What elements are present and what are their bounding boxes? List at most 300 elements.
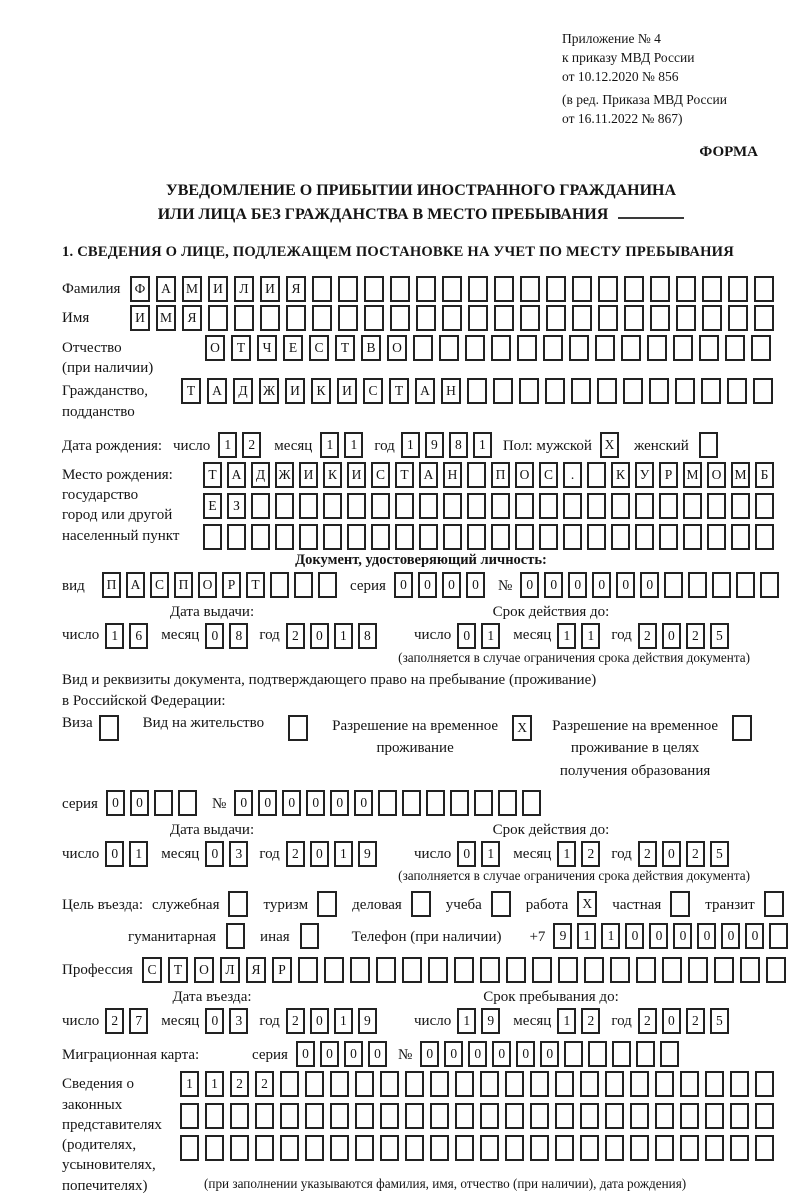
char-box[interactable]: [520, 305, 540, 331]
char-box[interactable]: Т: [335, 335, 355, 361]
char-box[interactable]: [769, 923, 788, 949]
char-box[interactable]: М: [182, 276, 202, 302]
char-box[interactable]: [480, 1071, 499, 1097]
char-box[interactable]: [673, 335, 693, 361]
char-box[interactable]: Я: [286, 276, 306, 302]
char-box[interactable]: [390, 305, 410, 331]
char-box[interactable]: 0: [420, 1041, 439, 1067]
stay-until-year-boxes[interactable]: [638, 1008, 734, 1034]
char-box[interactable]: [419, 493, 438, 519]
char-box[interactable]: З: [227, 493, 246, 519]
char-box[interactable]: [530, 1103, 549, 1129]
char-box[interactable]: 0: [625, 923, 644, 949]
char-box[interactable]: [621, 335, 641, 361]
char-box[interactable]: [766, 957, 786, 983]
char-box[interactable]: 0: [282, 790, 301, 816]
char-box[interactable]: [563, 524, 582, 550]
char-box[interactable]: [730, 1103, 749, 1129]
char-box[interactable]: [416, 305, 436, 331]
char-box[interactable]: 0: [344, 1041, 363, 1067]
char-box[interactable]: [178, 790, 197, 816]
char-box[interactable]: [754, 276, 774, 302]
char-box[interactable]: И: [260, 276, 280, 302]
char-box[interactable]: 1: [457, 1008, 476, 1034]
char-box[interactable]: [323, 493, 342, 519]
char-box[interactable]: И: [130, 305, 150, 331]
char-box[interactable]: [705, 1103, 724, 1129]
char-box[interactable]: [491, 493, 510, 519]
permit-issue-year-boxes[interactable]: [286, 841, 382, 867]
char-box[interactable]: О: [515, 462, 534, 488]
char-box[interactable]: Р: [659, 462, 678, 488]
char-box[interactable]: [555, 1103, 574, 1129]
char-box[interactable]: А: [415, 378, 435, 404]
char-box[interactable]: [180, 1103, 199, 1129]
char-box[interactable]: [286, 305, 306, 331]
char-box[interactable]: [655, 1103, 674, 1129]
char-box[interactable]: К: [323, 462, 342, 488]
char-box[interactable]: 0: [330, 790, 349, 816]
char-box[interactable]: [442, 276, 462, 302]
char-box[interactable]: [378, 790, 397, 816]
char-box[interactable]: [520, 276, 540, 302]
char-box[interactable]: 1: [577, 923, 596, 949]
char-box[interactable]: О: [194, 957, 214, 983]
char-box[interactable]: 0: [544, 572, 563, 598]
char-box[interactable]: 8: [449, 432, 468, 458]
char-box[interactable]: [680, 1135, 699, 1161]
char-box[interactable]: [505, 1135, 524, 1161]
char-box[interactable]: [731, 524, 750, 550]
char-box[interactable]: 6: [129, 623, 148, 649]
char-box[interactable]: 1: [401, 432, 420, 458]
profession-boxes[interactable]: [142, 957, 792, 983]
guardians-boxes-line1[interactable]: [180, 1071, 780, 1097]
char-box[interactable]: [630, 1135, 649, 1161]
char-box[interactable]: [380, 1135, 399, 1161]
char-box[interactable]: И: [347, 462, 366, 488]
char-box[interactable]: [180, 1135, 199, 1161]
char-box[interactable]: [275, 493, 294, 519]
char-box[interactable]: [580, 1103, 599, 1129]
char-box[interactable]: [571, 378, 591, 404]
char-box[interactable]: [728, 305, 748, 331]
char-box[interactable]: [736, 572, 755, 598]
char-box[interactable]: [454, 957, 474, 983]
char-box[interactable]: Ж: [259, 378, 279, 404]
char-box[interactable]: [555, 1071, 574, 1097]
char-box[interactable]: [701, 378, 721, 404]
char-box[interactable]: [530, 1071, 549, 1097]
residence-permit-checkbox[interactable]: [288, 715, 308, 741]
char-box[interactable]: 2: [286, 1008, 305, 1034]
char-box[interactable]: [740, 957, 760, 983]
char-box[interactable]: [450, 790, 469, 816]
purpose-business-checkbox[interactable]: [228, 891, 248, 917]
char-box[interactable]: 2: [242, 432, 261, 458]
char-box[interactable]: [455, 1135, 474, 1161]
char-box[interactable]: 3: [229, 1008, 248, 1034]
char-box[interactable]: [558, 957, 578, 983]
birth-place-boxes-line3[interactable]: [203, 524, 779, 550]
char-box[interactable]: [491, 524, 510, 550]
char-box[interactable]: 0: [234, 790, 253, 816]
char-box[interactable]: 9: [358, 1008, 377, 1034]
char-box[interactable]: [705, 1071, 724, 1097]
char-box[interactable]: Е: [283, 335, 303, 361]
char-box[interactable]: 0: [130, 790, 149, 816]
char-box[interactable]: [727, 378, 747, 404]
char-box[interactable]: [675, 378, 695, 404]
char-box[interactable]: [498, 790, 517, 816]
char-box[interactable]: [751, 335, 771, 361]
char-box[interactable]: [294, 572, 313, 598]
char-box[interactable]: 2: [105, 1008, 124, 1034]
char-box[interactable]: [330, 1071, 349, 1097]
char-box[interactable]: Я: [246, 957, 266, 983]
char-box[interactable]: [230, 1135, 249, 1161]
char-box[interactable]: 5: [710, 1008, 729, 1034]
char-box[interactable]: 0: [258, 790, 277, 816]
char-box[interactable]: [395, 493, 414, 519]
char-box[interactable]: [494, 305, 514, 331]
char-box[interactable]: И: [208, 276, 228, 302]
char-box[interactable]: 0: [516, 1041, 535, 1067]
char-box[interactable]: [405, 1071, 424, 1097]
char-box[interactable]: [730, 1135, 749, 1161]
char-box[interactable]: [154, 790, 173, 816]
char-box[interactable]: Т: [181, 378, 201, 404]
permit-issue-day-boxes[interactable]: [105, 841, 153, 867]
char-box[interactable]: [347, 493, 366, 519]
entry-day-boxes[interactable]: [105, 1008, 153, 1034]
migration-number-boxes[interactable]: [420, 1041, 684, 1067]
char-box[interactable]: [312, 276, 332, 302]
char-box[interactable]: [730, 1071, 749, 1097]
char-box[interactable]: [680, 1103, 699, 1129]
char-box[interactable]: С: [309, 335, 329, 361]
char-box[interactable]: [390, 276, 410, 302]
char-box[interactable]: [624, 305, 644, 331]
char-box[interactable]: [405, 1103, 424, 1129]
char-box[interactable]: [580, 1135, 599, 1161]
char-box[interactable]: [323, 524, 342, 550]
char-box[interactable]: 0: [354, 790, 373, 816]
char-box[interactable]: [491, 335, 511, 361]
char-box[interactable]: К: [611, 462, 630, 488]
char-box[interactable]: [572, 276, 592, 302]
char-box[interactable]: [610, 957, 630, 983]
char-box[interactable]: [519, 378, 539, 404]
char-box[interactable]: [650, 305, 670, 331]
char-box[interactable]: [755, 1071, 774, 1097]
char-box[interactable]: [455, 1103, 474, 1129]
char-box[interactable]: [430, 1135, 449, 1161]
char-box[interactable]: 0: [540, 1041, 559, 1067]
citizenship-boxes[interactable]: [181, 378, 779, 404]
char-box[interactable]: [355, 1103, 374, 1129]
char-box[interactable]: [515, 524, 534, 550]
char-box[interactable]: [688, 957, 708, 983]
char-box[interactable]: 1: [180, 1071, 199, 1097]
char-box[interactable]: Ж: [275, 462, 294, 488]
char-box[interactable]: А: [207, 378, 227, 404]
char-box[interactable]: [419, 524, 438, 550]
char-box[interactable]: [659, 524, 678, 550]
char-box[interactable]: [280, 1103, 299, 1129]
char-box[interactable]: 0: [649, 923, 668, 949]
char-box[interactable]: [595, 335, 615, 361]
char-box[interactable]: Л: [234, 276, 254, 302]
patronymic-boxes[interactable]: [205, 335, 777, 361]
surname-boxes[interactable]: [130, 276, 780, 302]
char-box[interactable]: [465, 335, 485, 361]
char-box[interactable]: [305, 1135, 324, 1161]
char-box[interactable]: [324, 957, 344, 983]
char-box[interactable]: М: [156, 305, 176, 331]
char-box[interactable]: 0: [296, 1041, 315, 1067]
char-box[interactable]: [647, 335, 667, 361]
char-box[interactable]: О: [707, 462, 726, 488]
char-box[interactable]: [702, 276, 722, 302]
char-box[interactable]: [760, 572, 779, 598]
char-box[interactable]: 2: [581, 841, 600, 867]
char-box[interactable]: [474, 790, 493, 816]
char-box[interactable]: С: [363, 378, 383, 404]
char-box[interactable]: 0: [468, 1041, 487, 1067]
char-box[interactable]: 0: [721, 923, 740, 949]
char-box[interactable]: [426, 790, 445, 816]
char-box[interactable]: [676, 276, 696, 302]
char-box[interactable]: 1: [320, 432, 339, 458]
char-box[interactable]: [688, 572, 707, 598]
guardians-boxes-line2[interactable]: [180, 1103, 780, 1129]
char-box[interactable]: 1: [334, 1008, 353, 1034]
char-box[interactable]: О: [198, 572, 217, 598]
char-box[interactable]: [611, 524, 630, 550]
char-box[interactable]: [588, 1041, 607, 1067]
char-box[interactable]: [714, 957, 734, 983]
char-box[interactable]: [443, 524, 462, 550]
char-box[interactable]: Е: [203, 493, 222, 519]
char-box[interactable]: [494, 276, 514, 302]
char-box[interactable]: 2: [230, 1071, 249, 1097]
char-box[interactable]: У: [635, 462, 654, 488]
char-box[interactable]: [676, 305, 696, 331]
char-box[interactable]: 0: [457, 841, 476, 867]
char-box[interactable]: [649, 378, 669, 404]
char-box[interactable]: [468, 305, 488, 331]
char-box[interactable]: 0: [205, 623, 224, 649]
char-box[interactable]: 0: [310, 841, 329, 867]
char-box[interactable]: [587, 524, 606, 550]
char-box[interactable]: [755, 524, 774, 550]
char-box[interactable]: Б: [755, 462, 774, 488]
char-box[interactable]: 9: [358, 841, 377, 867]
char-box[interactable]: 2: [286, 623, 305, 649]
char-box[interactable]: [371, 493, 390, 519]
char-box[interactable]: 1: [601, 923, 620, 949]
migration-series-boxes[interactable]: [296, 1041, 392, 1067]
char-box[interactable]: С: [150, 572, 169, 598]
guardians-boxes-line3[interactable]: [180, 1135, 780, 1161]
char-box[interactable]: [230, 1103, 249, 1129]
char-box[interactable]: [413, 335, 433, 361]
char-box[interactable]: 8: [358, 623, 377, 649]
char-box[interactable]: [584, 957, 604, 983]
birth-day-boxes[interactable]: [218, 432, 266, 458]
char-box[interactable]: 0: [662, 623, 681, 649]
char-box[interactable]: 1: [473, 432, 492, 458]
char-box[interactable]: [587, 493, 606, 519]
permit-valid-month-boxes[interactable]: [557, 841, 605, 867]
char-box[interactable]: 1: [105, 623, 124, 649]
char-box[interactable]: 1: [334, 623, 353, 649]
char-box[interactable]: П: [174, 572, 193, 598]
char-box[interactable]: .: [563, 462, 582, 488]
char-box[interactable]: [598, 276, 618, 302]
char-box[interactable]: [546, 305, 566, 331]
char-box[interactable]: 2: [638, 623, 657, 649]
char-box[interactable]: А: [419, 462, 438, 488]
char-box[interactable]: [480, 1103, 499, 1129]
purpose-other-checkbox[interactable]: [300, 923, 319, 949]
char-box[interactable]: [705, 1135, 724, 1161]
char-box[interactable]: [543, 335, 563, 361]
char-box[interactable]: 0: [662, 1008, 681, 1034]
doc-series-boxes[interactable]: [394, 572, 490, 598]
char-box[interactable]: [545, 378, 565, 404]
char-box[interactable]: П: [491, 462, 510, 488]
char-box[interactable]: 1: [218, 432, 237, 458]
char-box[interactable]: 1: [557, 1008, 576, 1034]
char-box[interactable]: 0: [310, 623, 329, 649]
char-box[interactable]: [467, 493, 486, 519]
char-box[interactable]: 0: [745, 923, 764, 949]
char-box[interactable]: [587, 462, 606, 488]
char-box[interactable]: [707, 493, 726, 519]
purpose-private-checkbox[interactable]: [670, 891, 690, 917]
char-box[interactable]: Р: [222, 572, 241, 598]
char-box[interactable]: 1: [129, 841, 148, 867]
birth-place-boxes-line2[interactable]: [203, 493, 779, 519]
char-box[interactable]: [598, 305, 618, 331]
char-box[interactable]: [347, 524, 366, 550]
char-box[interactable]: [275, 524, 294, 550]
char-box[interactable]: [468, 276, 488, 302]
char-box[interactable]: [416, 276, 436, 302]
char-box[interactable]: К: [311, 378, 331, 404]
char-box[interactable]: [630, 1103, 649, 1129]
char-box[interactable]: [564, 1041, 583, 1067]
char-box[interactable]: [355, 1071, 374, 1097]
char-box[interactable]: 2: [286, 841, 305, 867]
char-box[interactable]: 1: [481, 841, 500, 867]
char-box[interactable]: [442, 305, 462, 331]
char-box[interactable]: Д: [251, 462, 270, 488]
char-box[interactable]: 2: [686, 841, 705, 867]
char-box[interactable]: Т: [203, 462, 222, 488]
char-box[interactable]: [546, 276, 566, 302]
gender-male-checkbox[interactable]: X: [600, 432, 619, 458]
char-box[interactable]: [539, 493, 558, 519]
char-box[interactable]: [660, 1041, 679, 1067]
char-box[interactable]: 1: [334, 841, 353, 867]
char-box[interactable]: [234, 305, 254, 331]
char-box[interactable]: [731, 493, 750, 519]
char-box[interactable]: [203, 524, 222, 550]
char-box[interactable]: [569, 335, 589, 361]
char-box[interactable]: 0: [466, 572, 485, 598]
permit-number-boxes[interactable]: [234, 790, 546, 816]
char-box[interactable]: 9: [425, 432, 444, 458]
char-box[interactable]: О: [205, 335, 225, 361]
permit-valid-year-boxes[interactable]: [638, 841, 734, 867]
char-box[interactable]: [439, 335, 459, 361]
char-box[interactable]: [683, 524, 702, 550]
char-box[interactable]: А: [227, 462, 246, 488]
char-box[interactable]: М: [731, 462, 750, 488]
char-box[interactable]: [655, 1135, 674, 1161]
phone-boxes[interactable]: [553, 923, 793, 949]
char-box[interactable]: 0: [662, 841, 681, 867]
char-box[interactable]: Т: [231, 335, 251, 361]
permit-series-boxes[interactable]: [106, 790, 202, 816]
char-box[interactable]: М: [683, 462, 702, 488]
char-box[interactable]: [664, 572, 683, 598]
char-box[interactable]: [380, 1103, 399, 1129]
char-box[interactable]: [728, 276, 748, 302]
char-box[interactable]: 0: [492, 1041, 511, 1067]
char-box[interactable]: 1: [557, 623, 576, 649]
char-box[interactable]: Т: [246, 572, 265, 598]
doc-issue-year-boxes[interactable]: [286, 623, 382, 649]
char-box[interactable]: [318, 572, 337, 598]
char-box[interactable]: О: [387, 335, 407, 361]
char-box[interactable]: [205, 1103, 224, 1129]
birth-place-boxes-line1[interactable]: [203, 462, 779, 488]
char-box[interactable]: [376, 957, 396, 983]
stay-until-day-boxes[interactable]: [457, 1008, 505, 1034]
char-box[interactable]: Н: [441, 378, 461, 404]
char-box[interactable]: С: [142, 957, 162, 983]
char-box[interactable]: С: [371, 462, 390, 488]
char-box[interactable]: [605, 1071, 624, 1097]
char-box[interactable]: 1: [481, 623, 500, 649]
char-box[interactable]: С: [539, 462, 558, 488]
doc-kind-boxes[interactable]: [102, 572, 342, 598]
char-box[interactable]: [298, 957, 318, 983]
char-box[interactable]: Ч: [257, 335, 277, 361]
char-box[interactable]: [650, 276, 670, 302]
char-box[interactable]: [580, 1071, 599, 1097]
stay-until-month-boxes[interactable]: [557, 1008, 605, 1034]
char-box[interactable]: [605, 1103, 624, 1129]
char-box[interactable]: [205, 1135, 224, 1161]
char-box[interactable]: 1: [344, 432, 363, 458]
char-box[interactable]: [659, 493, 678, 519]
char-box[interactable]: [280, 1135, 299, 1161]
char-box[interactable]: [364, 305, 384, 331]
char-box[interactable]: 2: [581, 1008, 600, 1034]
char-box[interactable]: 0: [310, 1008, 329, 1034]
char-box[interactable]: 9: [553, 923, 572, 949]
char-box[interactable]: 0: [306, 790, 325, 816]
char-box[interactable]: [636, 957, 656, 983]
char-box[interactable]: [725, 335, 745, 361]
purpose-study-checkbox[interactable]: [491, 891, 511, 917]
name-boxes[interactable]: [130, 305, 780, 331]
